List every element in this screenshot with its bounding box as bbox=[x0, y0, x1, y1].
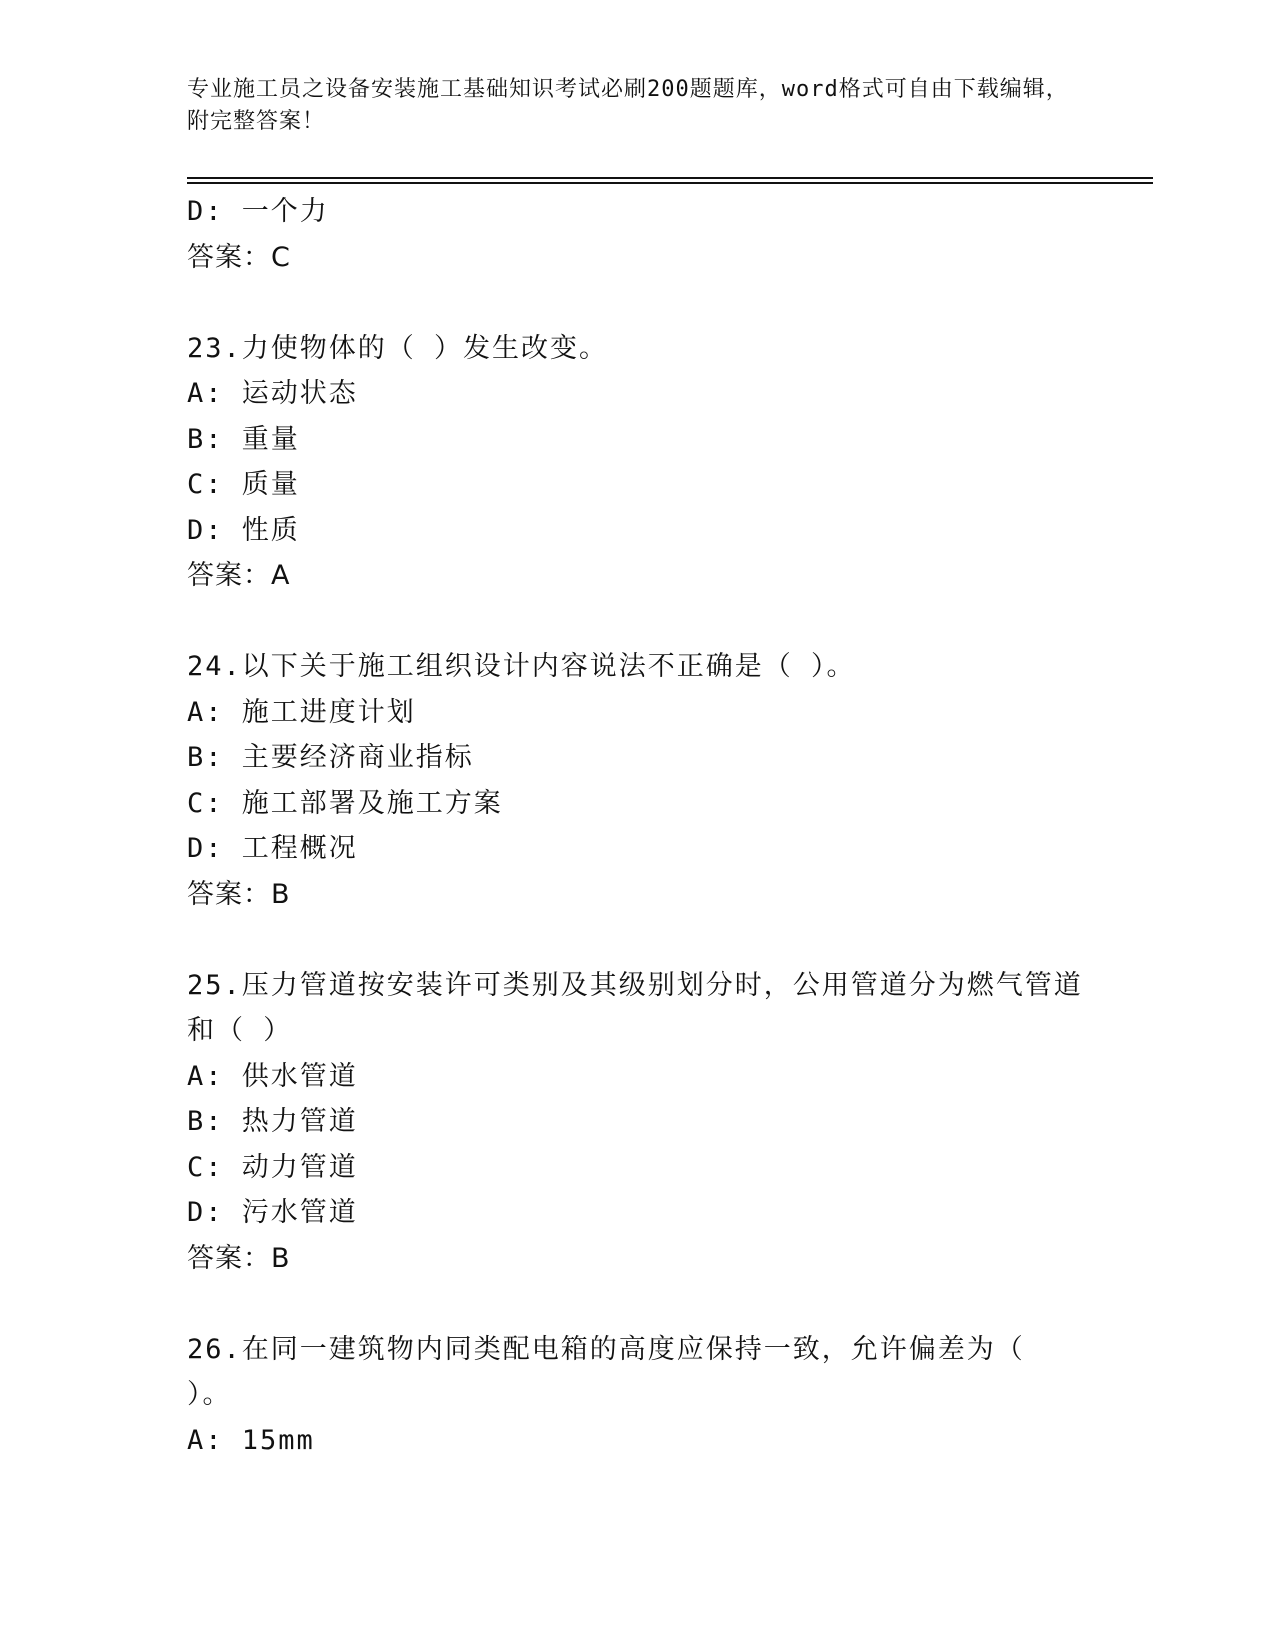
answer-line: 答案：C bbox=[187, 241, 291, 273]
document-header: 专业施工员之设备安装施工基础知识考试必刷200题题库，word格式可自由下载编辑，附完整答案！ bbox=[187, 77, 1069, 134]
header-divider-top bbox=[187, 177, 1153, 179]
option-b: B: 重量 bbox=[187, 423, 300, 455]
question-stem-26: 26.在同一建筑物内同类配电箱的高度应保持一致，允许偏差为（ ）。 bbox=[187, 1333, 1025, 1410]
option-a: A: 运动状态 bbox=[187, 378, 358, 409]
option-c: C: 施工部署及施工方案 bbox=[187, 787, 503, 819]
header-divider-bottom bbox=[187, 182, 1153, 184]
question-stem-24: 24.以下关于施工组织设计内容说法不正确是（ ）。 bbox=[187, 651, 856, 682]
option-d: D: 工程概况 bbox=[187, 833, 358, 864]
option-d: D: 一个力 bbox=[187, 196, 329, 227]
question-list bbox=[187, 189, 1087, 1463]
option-d: D: 污水管道 bbox=[187, 1197, 358, 1228]
option-a: A: 供水管道 bbox=[187, 1060, 358, 1092]
option-a: A: 15mm bbox=[187, 1424, 315, 1456]
answer-line: 答案：A bbox=[187, 560, 291, 591]
question-stem-25: 25.压力管道按安装许可类别及其级别划分时，公用管道分为燃气管道和（ ） bbox=[187, 969, 1083, 1046]
option-d: D: 性质 bbox=[187, 514, 300, 546]
option-c: C: 质量 bbox=[187, 469, 300, 500]
option-c: C: 动力管道 bbox=[187, 1151, 358, 1183]
answer-line: 答案：B bbox=[187, 878, 291, 910]
question-stem-23: 23.力使物体的（ ）发生改变。 bbox=[187, 332, 609, 364]
answer-line: 答案：B bbox=[187, 1242, 291, 1274]
option-b: B: 主要经济商业指标 bbox=[187, 742, 474, 773]
option-b: B: 热力管道 bbox=[187, 1106, 358, 1137]
option-a: A: 施工进度计划 bbox=[187, 696, 416, 728]
